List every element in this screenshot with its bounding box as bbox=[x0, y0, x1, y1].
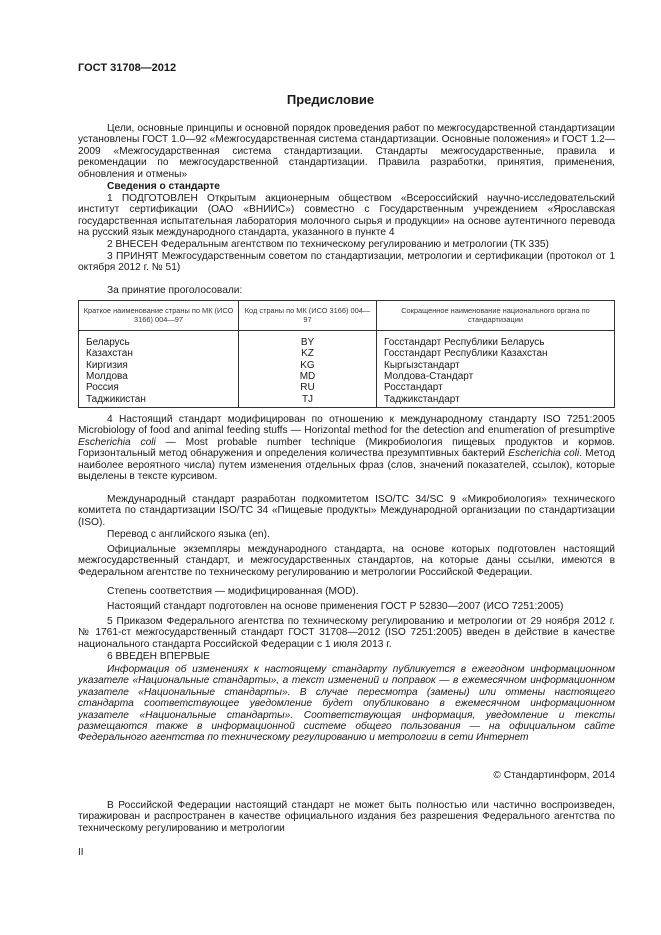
item-4-modified bbox=[78, 414, 615, 482]
country-name: Молдова bbox=[79, 371, 239, 382]
member-countries-table bbox=[78, 300, 615, 408]
item-4-text-b: — Most probable number technique (Микробиология пищевых продуктов и кормов. Горизонтальный метод обнаружения и определения количества презумптивных бактерий bbox=[78, 436, 615, 460]
table-row bbox=[79, 394, 615, 408]
table-header-body: Сокращенное наименование национального органа по стандартизации bbox=[377, 301, 615, 331]
reproduction-rights-paragraph: В Российской Федерации настоящий стандарт не может быть полностью или частично воспроизведен, тиражирован и распространен в качестве официального издания без разрешения Федерального агентства по техническому регулированию и метрологии bbox=[78, 800, 615, 834]
item-6-first-introduced: 6 ВВЕДЕН ВПЕРВЫЕ bbox=[107, 651, 211, 662]
intro-paragraph: Цели, основные принципы и основной порядок проведения работ по межгосударственной стандартизации установлены ГОСТ 1.0—92 «Межгосударственная система стандартизации. Основные положения» и ГОСТ 1.2—2009 «Межгосударственная система стандартизации. Стандарты межгосударственные, правила и рекомендации по межгосударственной стандартизации. Правила разработки, принятия, применения, обновления и отмены» bbox=[78, 123, 616, 180]
species-name-italic: Escherichia coli bbox=[508, 448, 580, 460]
prepared-basis-paragraph: Настоящий стандарт подготовлен на основе применения ГОСТ Р 52830—2007 (ИСО 7251:2005) bbox=[107, 601, 564, 612]
standards-body: Росстандарт bbox=[377, 382, 615, 393]
page-number: II bbox=[78, 847, 84, 858]
standards-body: Госстандарт Республики Беларусь bbox=[377, 331, 615, 349]
country-name: Казахстан bbox=[79, 348, 239, 359]
developed-paragraph: Международный стандарт разработан подкомитетом ISO/TC 34/SC 9 «Микробиология» технического комитета по стандартизации ISO/TC 34 «Пищевые продукты» Международной организации по стандартизации (ISO). bbox=[78, 494, 615, 528]
table-row bbox=[79, 360, 615, 371]
item-4-text-c: . Метод наиболее вероятного числа) путем изменения отдельных фраз (слов, значений показателей, ссылок), которые выделены в тексте курсивом. bbox=[78, 448, 615, 483]
standards-body: Кыргызстандарт bbox=[377, 360, 615, 371]
item-3-adopted: 3 ПРИНЯТ Межгосударственным советом по стандартизации, метрологии и сертификации (протокол от 1 октября 2012 г. № 51) bbox=[78, 251, 615, 274]
item-2-introduced: 2 ВНЕСЕН Федеральным агентством по техническому регулированию и метрологии (ТК 335) bbox=[107, 239, 549, 250]
item-5-enacted: 5 Приказом Федерального агентства по техническому регулированию и метрологии от 29 ноября 2012 г. № 1761-ст межгосударственный стандарт ГОСТ 31708—2012 (ISO 7251:2005) введен в действие в качестве национального стандарта Российской Федерации с 1 июля 2013 г. bbox=[78, 616, 615, 650]
country-code: KZ bbox=[239, 348, 377, 359]
country-code: TJ bbox=[239, 394, 377, 408]
translation-paragraph: Перевод с английского языка (en). bbox=[107, 529, 270, 540]
country-name: Беларусь bbox=[79, 331, 239, 349]
country-name: Киргизия bbox=[79, 360, 239, 371]
country-name: Таджикистан bbox=[79, 394, 239, 408]
official-copies-paragraph: Официальные экземпляры международного стандарта, на основе которых подготовлен настоящий межгосударственный стандарт, и межгосударственных стандартов, на которые даны ссылки, имеются в Федеральном агентстве по техническому регулированию и метрологии Российской Федерации. bbox=[78, 544, 615, 578]
table-row bbox=[79, 348, 615, 359]
voted-label: За принятие проголосовали: bbox=[107, 285, 243, 296]
country-code: BY bbox=[239, 331, 377, 349]
table-row bbox=[79, 371, 615, 382]
standards-body: Молдова-Стандарт bbox=[377, 371, 615, 382]
item-4-text-a: 4 Настоящий стандарт модифицирован по отношению к международному стандарту ISO 7251:2005 Microbiology of food and animal feeding stuffs — Horizontal method for the detection and enumeration of presumptive bbox=[78, 414, 615, 437]
section-heading: Сведения о стандарте bbox=[107, 181, 220, 192]
degree-paragraph: Степень соответствия — модифицированная (MOD). bbox=[107, 586, 359, 597]
standards-body: Госстандарт Республики Казахстан bbox=[377, 348, 615, 359]
item-1-prepared: 1 ПОДГОТОВЛЕН Открытым акционерным обществом «Всероссийский научно-исследовательский институт сертификации (ОАО «ВНИИС») совместно с Государственным учреждением «Ярославская государственная испытательная лаборатория молочного сырья и продукции» на основе аутентичного перевода на русский язык международного стандарта, указанного в пункте 4 bbox=[78, 193, 615, 239]
table-header-code: Код страны по МК (ИСО 3166) 004—97 bbox=[239, 301, 377, 331]
country-code: MD bbox=[239, 371, 377, 382]
table-header-country: Краткое наименование страны по МК (ИСО 3166) 004—97 bbox=[79, 301, 239, 331]
document-id-header: ГОСТ 31708—2012 bbox=[78, 62, 177, 74]
country-code: RU bbox=[239, 382, 377, 393]
standards-body: Таджикстандарт bbox=[377, 394, 615, 408]
table-row bbox=[79, 331, 615, 349]
table-row bbox=[79, 382, 615, 393]
copyright-line: © Стандартинформ, 2014 bbox=[493, 770, 615, 781]
table-header-row bbox=[79, 301, 615, 331]
country-name: Россия bbox=[79, 382, 239, 393]
species-name-italic: Escherichia coli bbox=[78, 436, 156, 448]
amendments-info-block: Информация об изменениях к настоящему стандарту публикуется в ежегодном информационном указателе «Национальные стандарты», а текст изменений и поправок — в ежемесячном информационном указателе «Национальные стандарты». В случае пересмотра (замены) или отмены настоящего стандарта соответствующее уведомление будет опубликовано в ежемесячном информационном указателе «Национальные стандарты». Соответствующая информация, уведомление и тексты размещаются также в информационной системе общего пользования — на официальном сайте Федерального агентства по техническому регулированию и метрологии в сети Интернет bbox=[78, 664, 615, 744]
country-code: KG bbox=[239, 360, 377, 371]
page-title: Предисловие bbox=[286, 92, 375, 107]
